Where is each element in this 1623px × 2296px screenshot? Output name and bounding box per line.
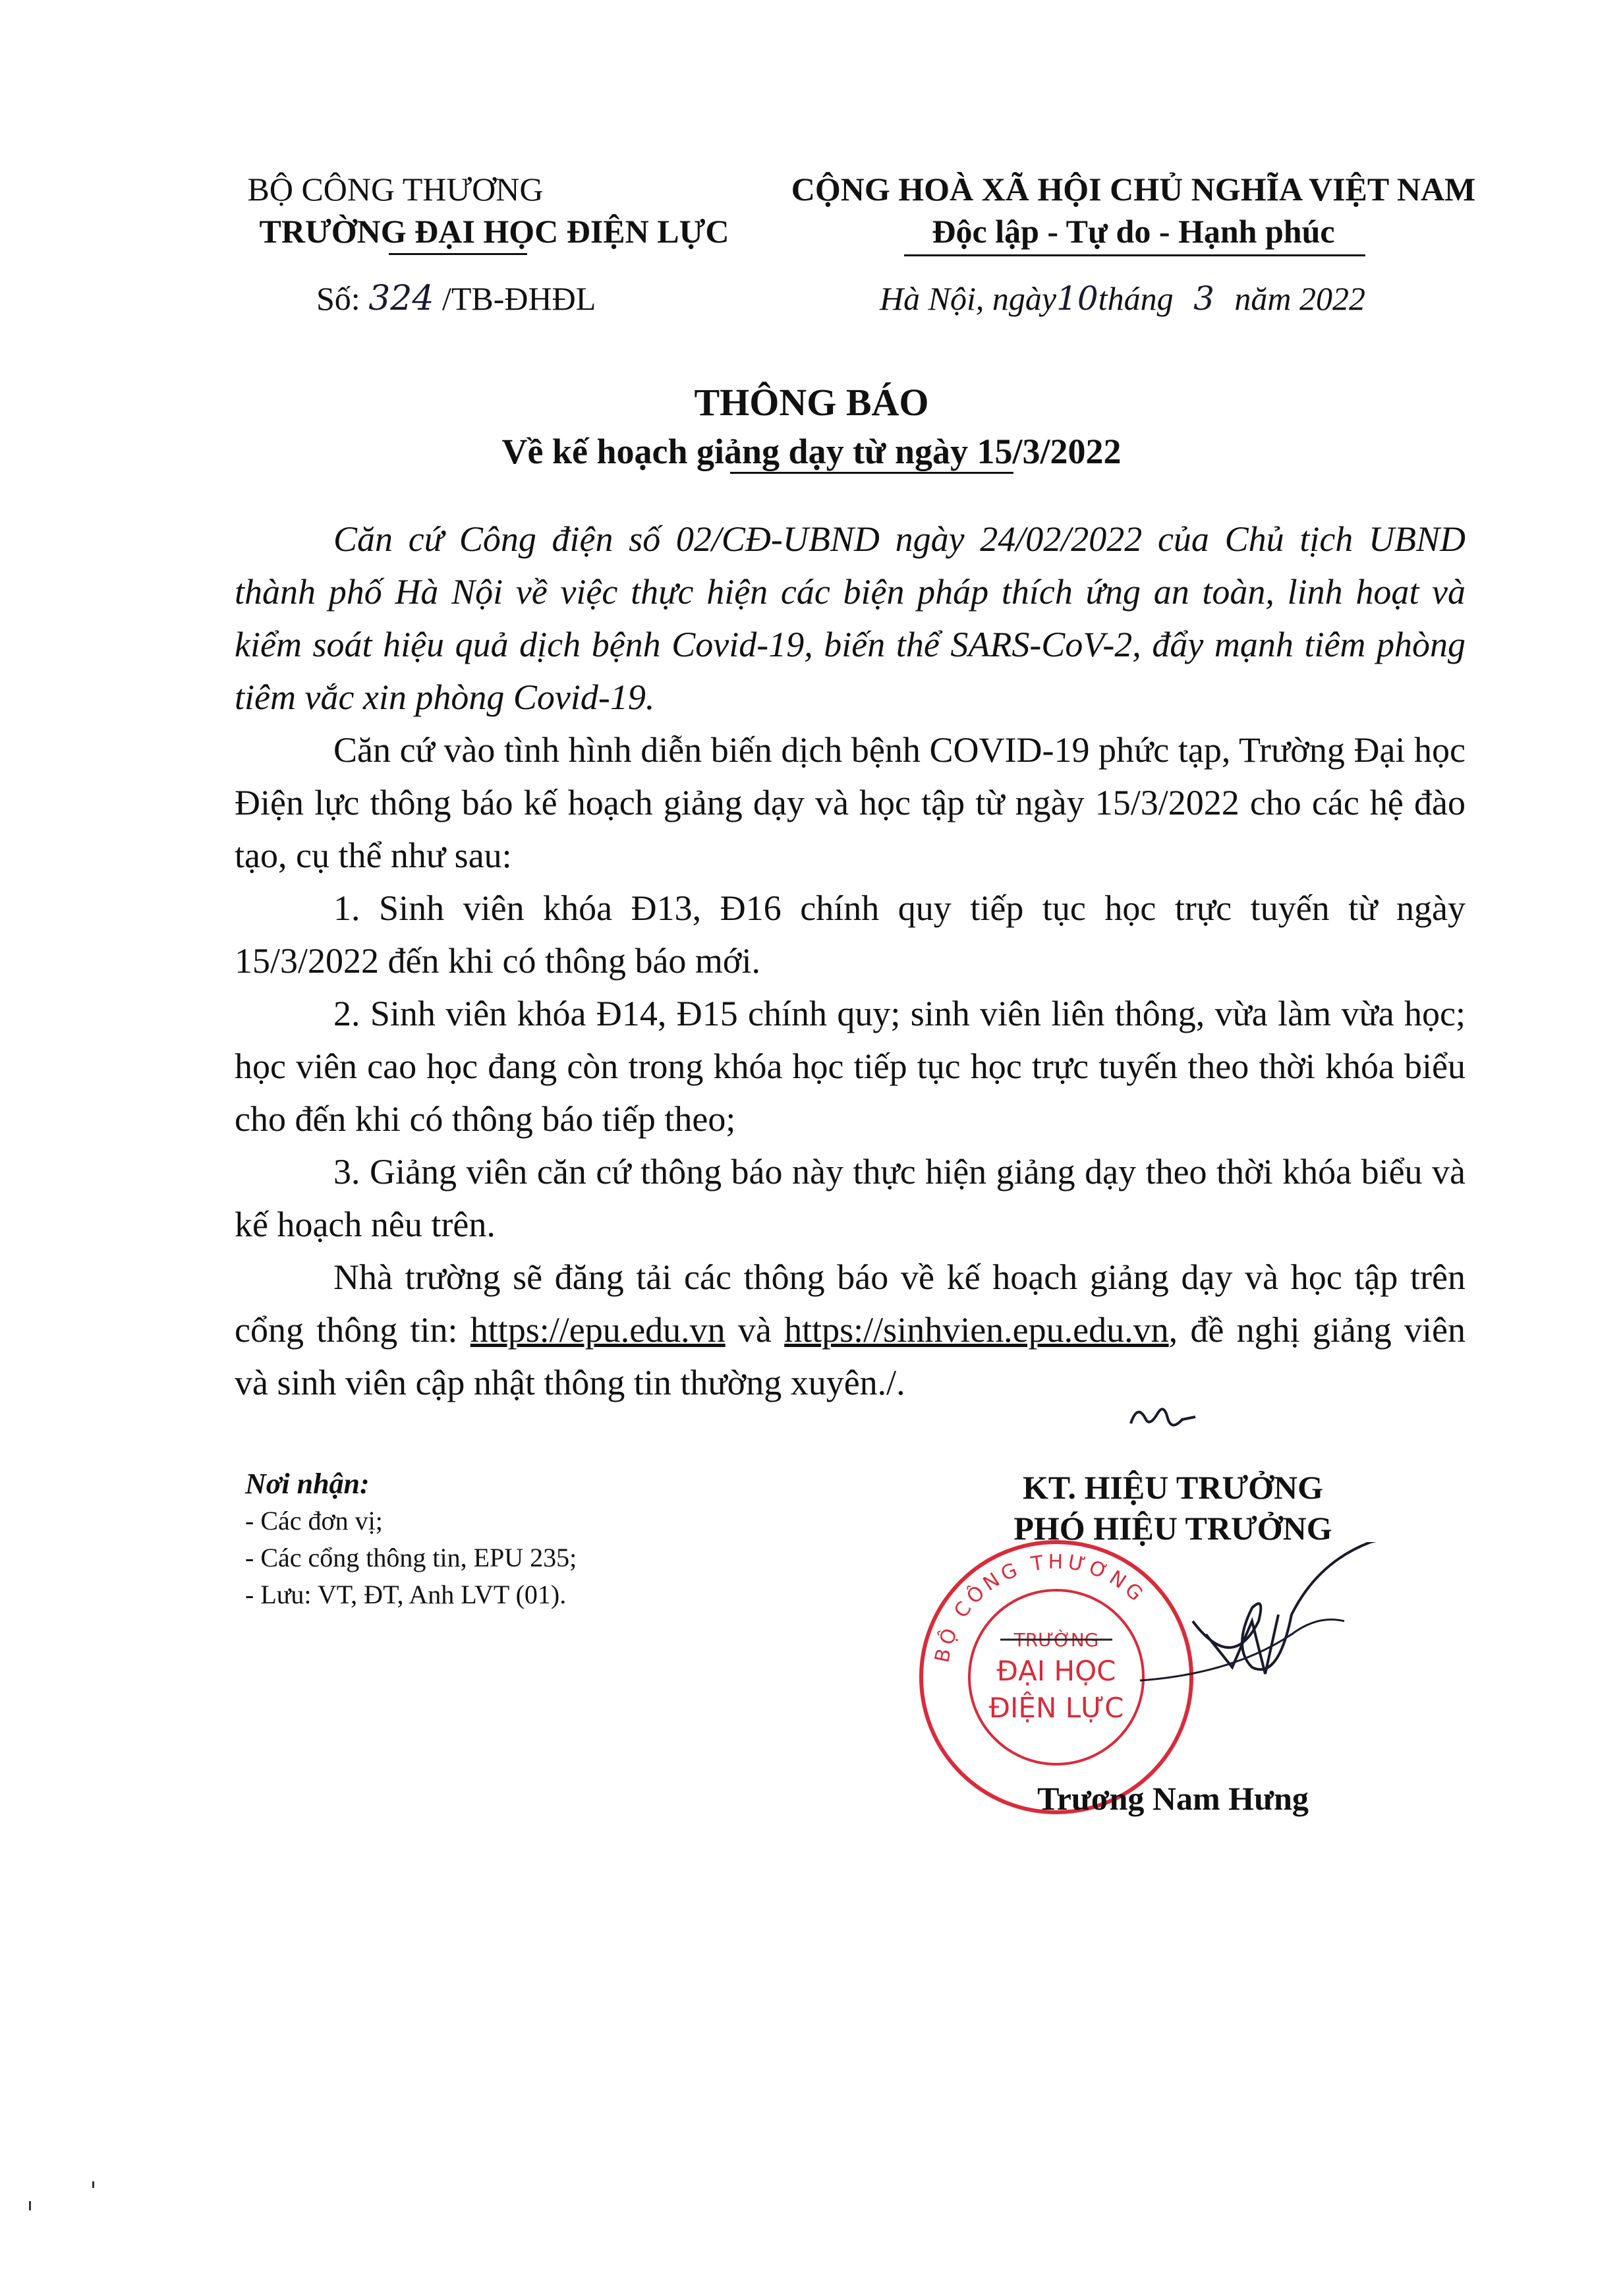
closing-text-end: , đề nghị giảng viên và sinh viên cập nhật thông tin thường xuyên./. (235, 1310, 1466, 1402)
legal-basis-paragraph: Căn cứ Công điện số 02/CĐ-UBND ngày 24/02/2022 của Chủ tịch UBND thành phố Hà Nội về việc thực hiện các biện pháp thích ứng an toàn, linh hoạt và kiểm soát hiệu quả dịch bệnh Covid-19, biến thể SARS-CoV-2, đẩy mạnh tiêm phòng tiêm vắc xin phòng Covid-19. (235, 519, 1466, 717)
scan-speck (29, 2201, 31, 2210)
svg-text:ĐẠI HỌC: ĐẠI HỌC (996, 1655, 1116, 1687)
notice-subtitle: Về kế hoạch giảng dạy từ ngày 15/3/2022 (501, 432, 1122, 471)
svg-text:ĐIỆN LỰC: ĐIỆN LỰC (988, 1692, 1124, 1724)
number-handwritten: 324 (368, 279, 434, 318)
ministry-name: BỘ CÔNG THƯƠNG (247, 171, 544, 208)
motto-underline (904, 254, 1365, 256)
school-underline (389, 253, 527, 255)
situation-paragraph: Căn cứ vào tình hình diễn biến dịch bệnh COVID-19 phức tạp, Trường Đại học Điện lực thông báo kế hoạch giảng dạy và học tập từ ngày 15/3/2022 cho các hệ đào tạo, cụ thể như sau: (235, 730, 1466, 875)
svg-text:TRƯỜNG: TRƯỜNG (1013, 1629, 1099, 1651)
recipient-item: - Các cổng thông tin, EPU 235; (245, 1543, 577, 1572)
svg-text:BỘ CÔNG THƯƠNG: BỘ CÔNG THƯƠNG (930, 1550, 1151, 1665)
date-day-handwritten: 10 (1056, 279, 1098, 318)
number-prefix: Số: (316, 280, 360, 317)
signature-title-2: PHÓ HIỆU TRƯỞNG (1013, 1510, 1332, 1547)
scan-speck (92, 2181, 94, 2188)
date-prefix: Hà Nội, ngày (880, 280, 1057, 317)
closing-text-start: Nhà trường sẽ đăng tải các thông báo về kế hoạch giảng dạy và học tập trên cổng thông tin: (235, 1257, 1466, 1350)
nation-name: CỘNG HOÀ XÃ HỘI CHỦ NGHĨA VIỆT NAM (791, 171, 1476, 208)
recipient-item: - Các đơn vị; (245, 1506, 383, 1535)
document-date (880, 277, 1365, 320)
notice-title: THÔNG BÁO (694, 381, 929, 424)
epu-portal-link[interactable]: https://epu.edu.vn (470, 1310, 726, 1350)
recipients-block (245, 1466, 577, 1613)
date-month-label: tháng (1098, 280, 1174, 317)
plan-item-2: 2. Sinh viên khóa Đ14, Đ15 chính quy; sinh viên liên thông, vừa làm vừa học; học viên cao học đang còn trong khóa học tiếp tục học trực tuyến theo thời khóa biểu cho đến khi có thông báo tiếp theo; (235, 994, 1466, 1139)
signature-title-1: KT. HIỆU TRƯỞNG (1022, 1469, 1324, 1506)
number-suffix: /TB-ĐHĐL (441, 280, 596, 317)
initials-mark (1125, 1397, 1198, 1443)
document-number (316, 277, 596, 320)
national-motto: Độc lập - Tự do - Hạnh phúc (932, 213, 1335, 250)
plan-item-3: 3. Giảng viên căn cứ thông báo này thực hiện giảng dạy theo thời khóa biểu và kế hoạch nêu trên. (235, 1152, 1466, 1244)
signer-name: Trương Nam Hưng (1037, 1780, 1309, 1817)
recipient-item: - Lưu: VT, ĐT, Anh LVT (01). (245, 1580, 567, 1609)
plan-item-1: 1. Sinh viên khóa Đ13, Đ16 chính quy tiếp tục học trực tuyến từ ngày 15/3/2022 đến khi có thông báo mới. (235, 888, 1466, 981)
subtitle-underline (730, 472, 1013, 474)
date-month-handwritten: 3 (1193, 279, 1214, 318)
handwritten-signature (969, 1542, 1549, 1779)
recipients-heading: Nơi nhận: (245, 1468, 370, 1500)
notice-body (235, 513, 1466, 1409)
school-name: TRƯỜNG ĐẠI HỌC ĐIỆN LỰC (259, 213, 729, 250)
closing-paragraph (235, 1251, 1466, 1409)
closing-text-and: và (725, 1310, 785, 1350)
student-portal-link[interactable]: https://sinhvien.epu.edu.vn (784, 1310, 1169, 1350)
date-year: năm 2022 (1234, 280, 1365, 317)
